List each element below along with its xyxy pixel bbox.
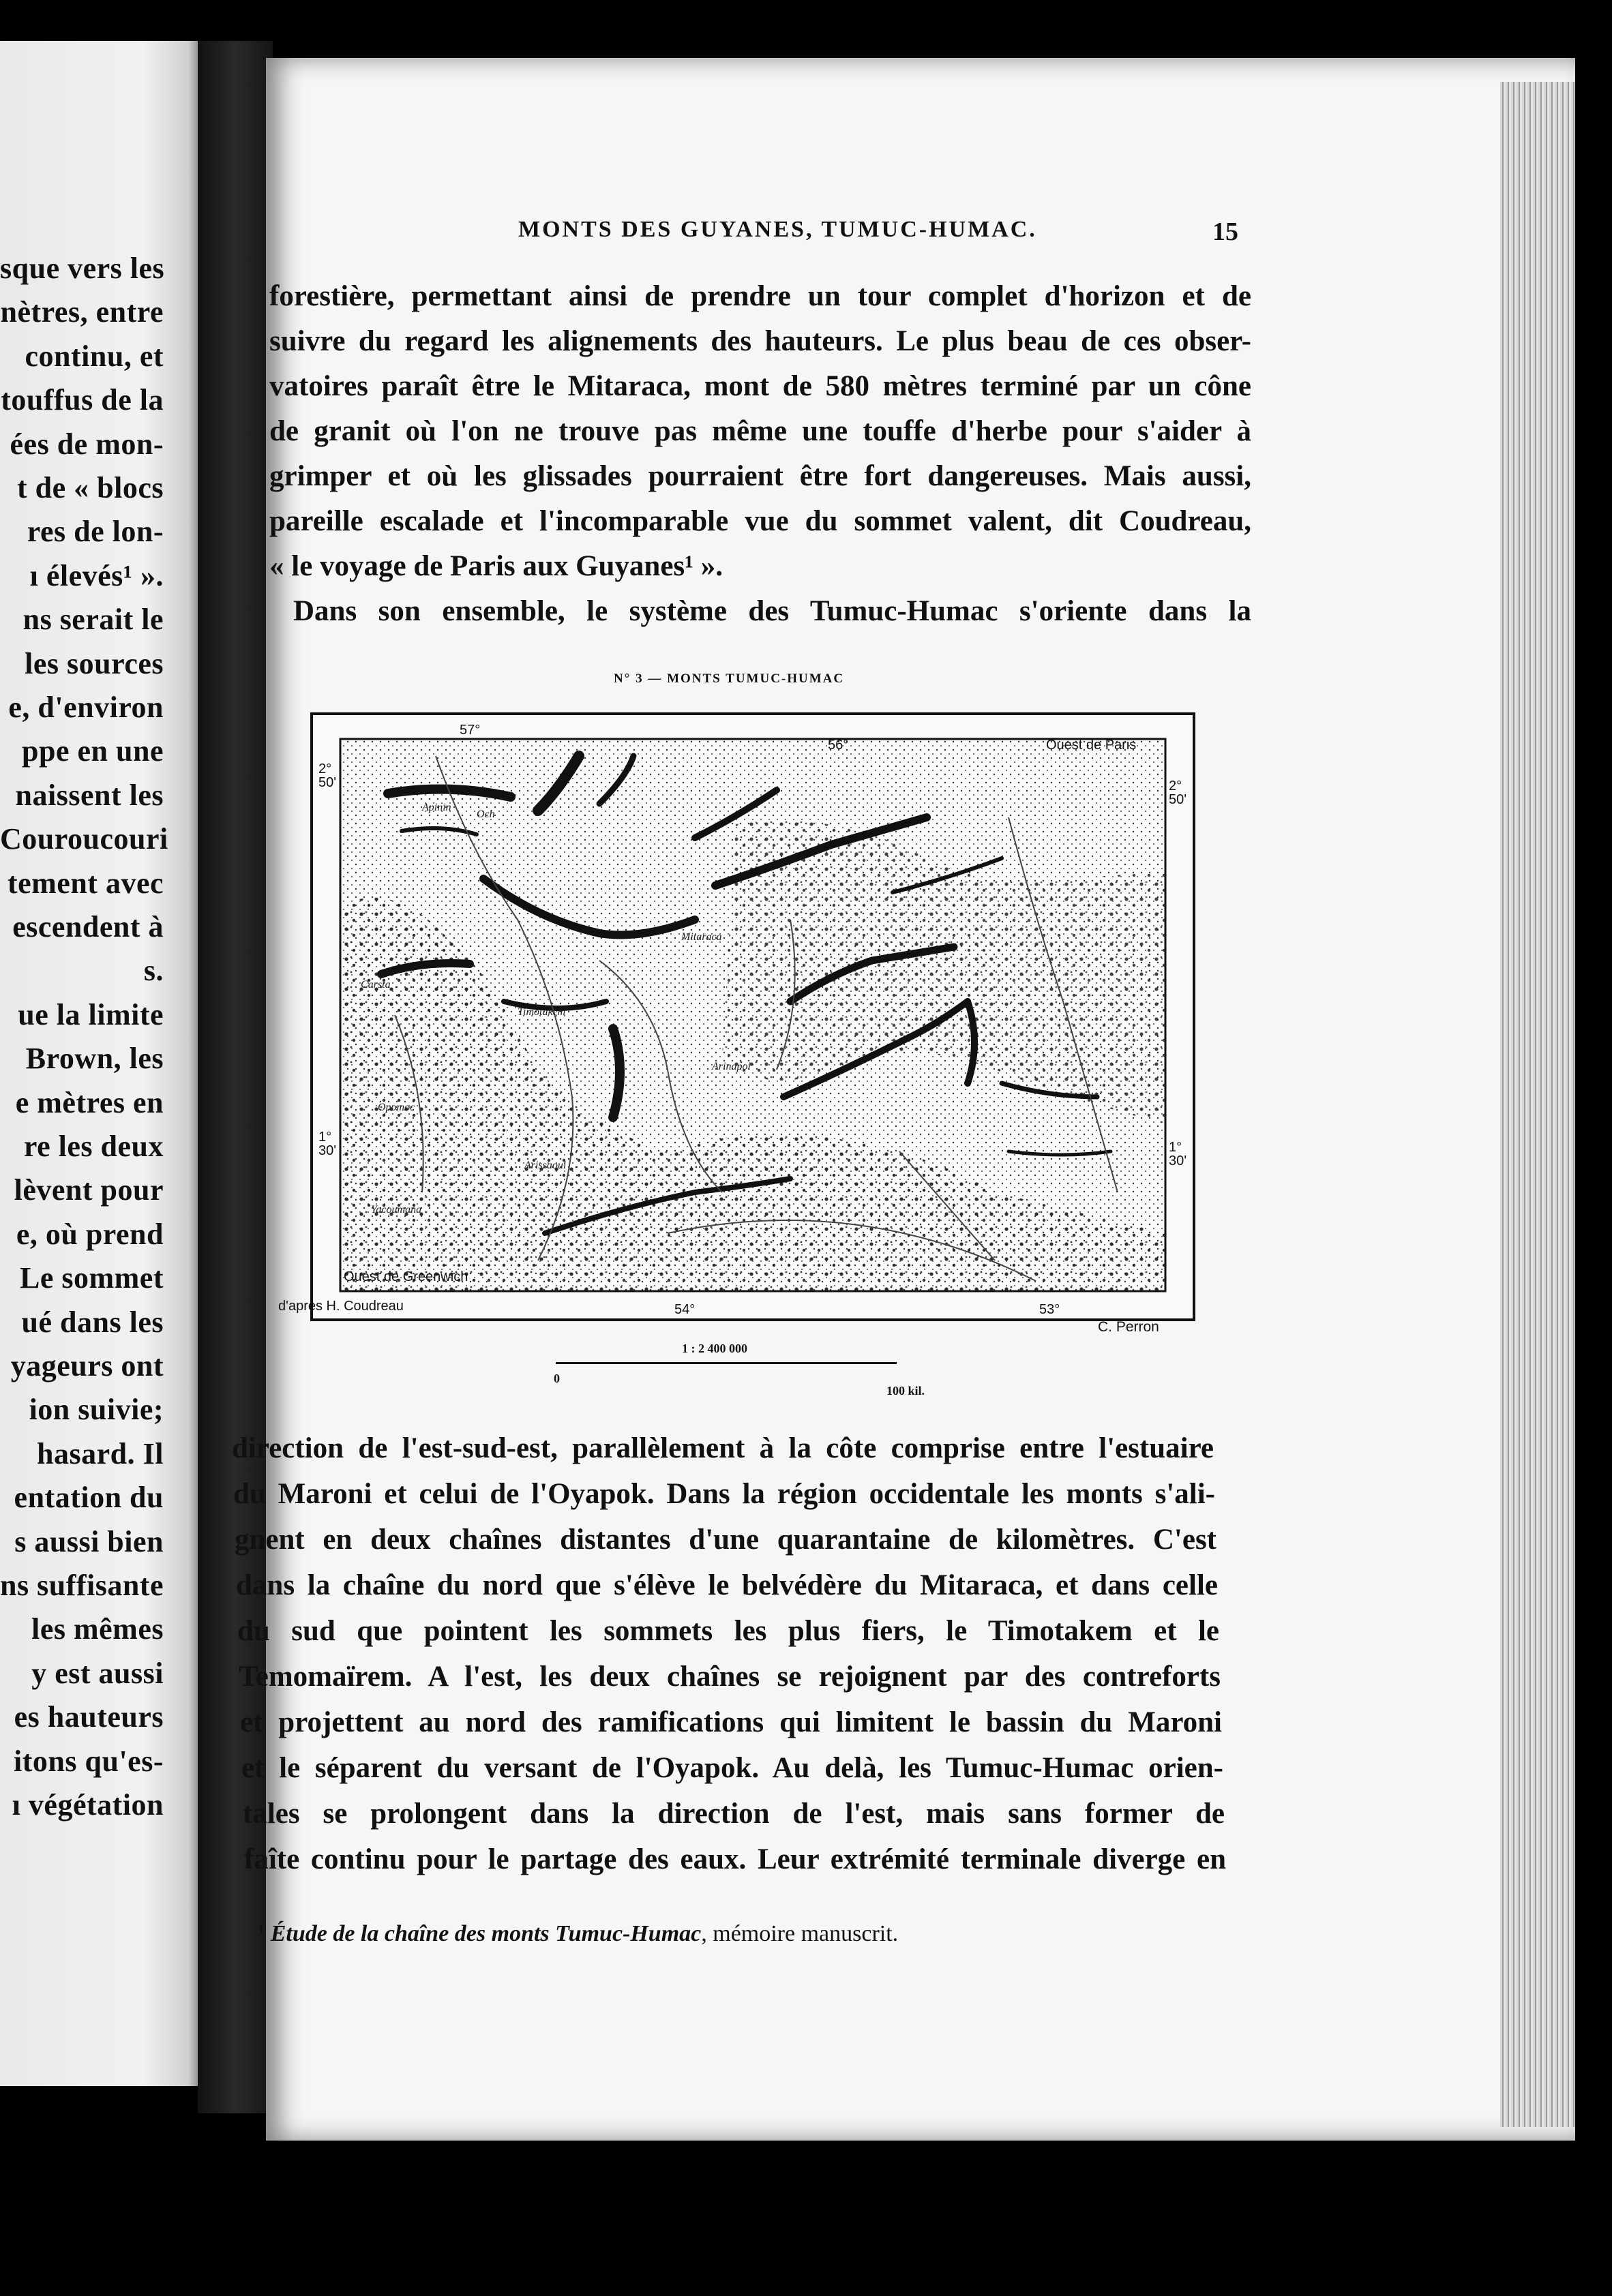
place-yacoumana: Yacoumana [371,1204,422,1215]
left-page-line: tement avec [7,866,164,900]
place-carsta: Carsta [361,979,391,991]
place-apinin: Apinin [422,802,451,813]
left-page-line: les mêmes [31,1612,164,1646]
running-title: MONTS DES GUYANES, TUMUC-HUMAC. [518,217,1037,242]
left-page-line: hasard. Il [37,1436,164,1470]
scale-bar [556,1362,897,1364]
left-page-line: naissent les [15,778,164,812]
ref-greenwich: Ouest de Greenwich [344,1269,468,1284]
left-page-line: Le sommet [20,1261,164,1295]
left-page-line: ue la limite [18,997,164,1031]
left-page-line: ppe en une [22,734,164,768]
left-page-line: ion suivie; [29,1393,164,1427]
paragraph-bottom-line: et le séparent du versant de l'Oyapok. Au delà, les Tumuc-Humac orien- [241,1752,1223,1784]
footnote-marker: ¹ [258,1921,265,1946]
place-arissaoui: Arissaoui [524,1160,567,1171]
longitude-53: 53° [1039,1302,1060,1317]
paragraph-top-line: « le voyage de Paris aux Guyanes¹ ». [269,550,723,582]
paragraph-bottom-line: Temomaïrem. A l'est, les deux chaînes se rejoignent par des contreforts [239,1661,1221,1693]
scale-start: 0 [554,1372,560,1385]
left-page-line: ı élevés¹ ». [29,558,164,592]
left-page-line: es hauteurs [14,1700,164,1734]
paragraph-bottom-line: direction de l'est-sud-est, parallèlement à la côte comprise entre l'estuaire [232,1432,1214,1464]
paragraph-top-line: vatoires paraît être le Mitaraca, mont de 580 mètres terminé par un cône [269,370,1251,402]
left-page-line: y est aussi [31,1656,164,1690]
latitude-bottom-left: 1° 30' [318,1130,337,1158]
left-page-line: e, où prend [16,1217,164,1251]
place-timotakem: Timotakem [518,1006,566,1018]
left-page-line: ns serait le [23,603,164,637]
latitude-top-right: 2° 50' [1169,779,1187,807]
paragraph-bottom-line: du Maroni et celui de l'Oyapok. Dans la région occidentale les monts s'ali- [233,1478,1215,1510]
footnote [258,1921,898,1947]
ref-paris: Ouest de Paris [1046,738,1137,753]
paragraph-bottom-line: tales se prolongent dans la direction de l'est, mais sans former de [243,1798,1225,1830]
paragraph-bottom-line: faîte continu pour le partage des eaux. Leur extrémité terminale diverge en [244,1843,1226,1875]
paragraph-top-line: suivre du regard les alignements des hauteurs. Le plus beau de ces obser- [269,325,1251,357]
left-page-line: continu, et [25,339,164,373]
left-page-line: les sources [25,646,164,680]
latitude-bottom-right: 1° 30' [1169,1140,1187,1168]
left-page-line: yageurs ont [10,1349,164,1383]
scale-end: 100 kil. [886,1384,925,1398]
longitude-54: 54° [674,1302,696,1317]
left-page-line: entation du [14,1481,164,1515]
paragraph-bottom-line: dans la chaîne du nord que s'élève le belvédère du Mitaraca, et dans celle [236,1569,1218,1601]
left-page-line: sque vers les [0,252,165,285]
left-page-line: s aussi bien [14,1524,164,1558]
paragraph-top-line: grimper et où les glissades pourraient être fort dangereuses. Mais aussi, [269,460,1251,492]
paragraph-bottom-line: gnent en deux chaînes distantes d'une quarantaine de kilomètres. C'est [235,1524,1217,1556]
map-author: C. Perron [1098,1319,1159,1335]
left-page-line: Brown, les [25,1042,164,1076]
left-page-line: lèvent pour [14,1173,164,1207]
paragraph-bottom-line: et projettent au nord des ramifications qui limitent le bassin du Maroni [240,1706,1222,1738]
map-source: d'après H. Coudreau [278,1299,404,1314]
paragraph-top-line: pareille escalade et l'incomparable vue du sommet valent, dit Coudreau, [269,505,1251,537]
page-edges [1500,82,1575,2127]
place-och: Och [477,809,495,820]
left-page-line: e, d'environ [8,691,164,724]
left-page-line: ı végétation [12,1788,164,1822]
footnote-rest: , mémoire manuscrit. [701,1921,899,1946]
left-page-line: t de « blocs [17,471,164,504]
left-page-line: s. [143,954,164,988]
place-opomoc: Opomoc [378,1102,415,1113]
paragraph-bottom-line: du sud que pointent les sommets les plus fiers, le Timotakem et le [237,1615,1219,1647]
footnote-title: Étude de la chaîne des monts Tumuc-Humac [270,1921,702,1946]
paragraph-top-line: Dans son ensemble, le système des Tumuc-Humac s'oriente dans la [293,595,1251,627]
left-page [0,41,205,2086]
map-caption: N° 3 — MONTS TUMUC-HUMAC [614,671,845,686]
left-page-line: re les deux [23,1130,164,1163]
map-figure [310,712,1195,1321]
scale-ratio: 1 : 2 400 000 [682,1342,747,1355]
relief-map [313,715,1193,1318]
page-number: 15 [1212,217,1238,246]
left-page-line: ué dans les [21,1305,164,1339]
place-arinapoi: Arinapoi [712,1061,751,1072]
left-page-line: Couroucouri [0,822,168,856]
left-page-line: escendent à [12,910,164,943]
left-page-line: e mètres en [15,1085,164,1119]
place-mitaraca: Mitaraca [681,931,722,943]
left-page-line: itons qu'es- [14,1744,164,1778]
left-page-line: ées de mon- [10,427,164,461]
latitude-top-left: 2° 50' [318,761,337,790]
longitude-56: 56° [828,738,849,753]
longitude-57: 57° [460,723,481,738]
paragraph-top-line: forestière, permettant ainsi de prendre un tour complet d'horizon et de [269,280,1251,312]
paragraph-top-line: de granit où l'on ne trouve pas même une touffe d'herbe pour s'aider à [269,415,1251,447]
left-page-line: nètres, entre [0,295,164,329]
left-page-line: res de lon- [27,515,164,549]
left-page-line: ns suffisante [0,1569,164,1602]
left-page-line: touffus de la [1,383,164,417]
